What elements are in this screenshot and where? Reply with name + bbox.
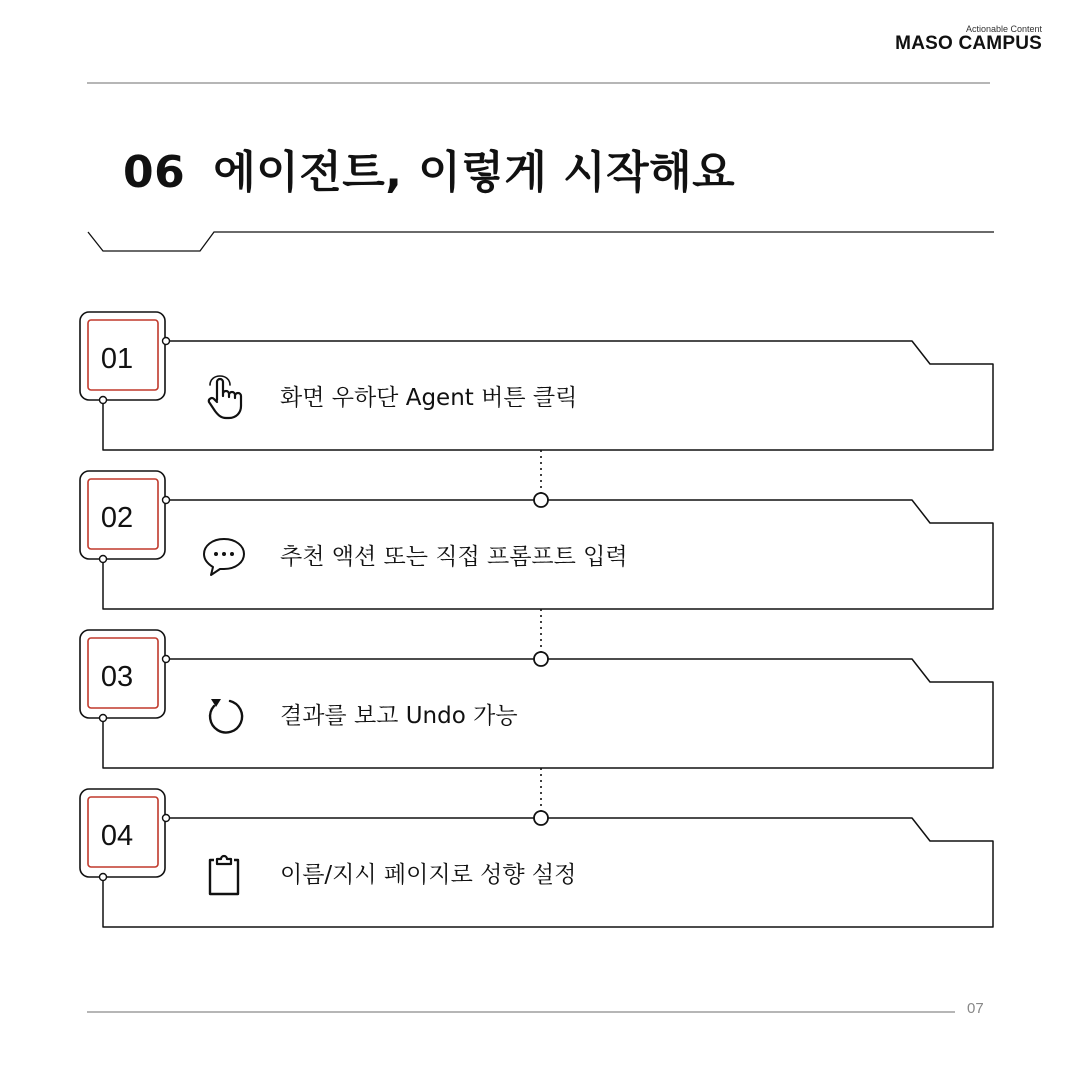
connector-node — [534, 652, 548, 666]
badge-node — [100, 874, 107, 881]
badge-node — [100, 556, 107, 563]
chat-bubble-icon — [200, 533, 248, 581]
page-number: 07 — [967, 1000, 984, 1017]
step-text: 화면 우하단 Agent 버튼 클릭 — [280, 385, 578, 411]
brand-tagline: Actionable Content — [965, 24, 1042, 34]
connector-node — [534, 493, 548, 507]
hand-pointer-icon — [200, 374, 248, 422]
step-badge: 03 — [100, 660, 134, 693]
step-text: 결과를 보고 Undo 가능 — [280, 703, 518, 729]
step-badge: 02 — [100, 501, 134, 534]
title-underline — [88, 232, 994, 251]
badge-node — [163, 497, 170, 504]
connector-node — [534, 811, 548, 825]
badge-node — [100, 397, 107, 404]
badge-node — [100, 715, 107, 722]
section-title: 에이전트, 이렇게 시작해요 — [213, 147, 736, 198]
step-badge: 04 — [100, 819, 134, 852]
badge-node — [163, 338, 170, 345]
undo-icon — [200, 692, 248, 740]
step-badge: 01 — [100, 342, 134, 375]
badge-node — [163, 656, 170, 663]
section-number: 06 — [123, 147, 186, 198]
brand-name: MASO CAMPUS — [895, 33, 1042, 54]
page-title — [123, 136, 735, 200]
step-text: 이름/지시 페이지로 성향 설정 — [280, 862, 577, 888]
badge-node — [163, 815, 170, 822]
clipboard-icon — [200, 851, 248, 899]
step-text: 추천 액션 또는 직접 프롬프트 입력 — [280, 544, 628, 570]
